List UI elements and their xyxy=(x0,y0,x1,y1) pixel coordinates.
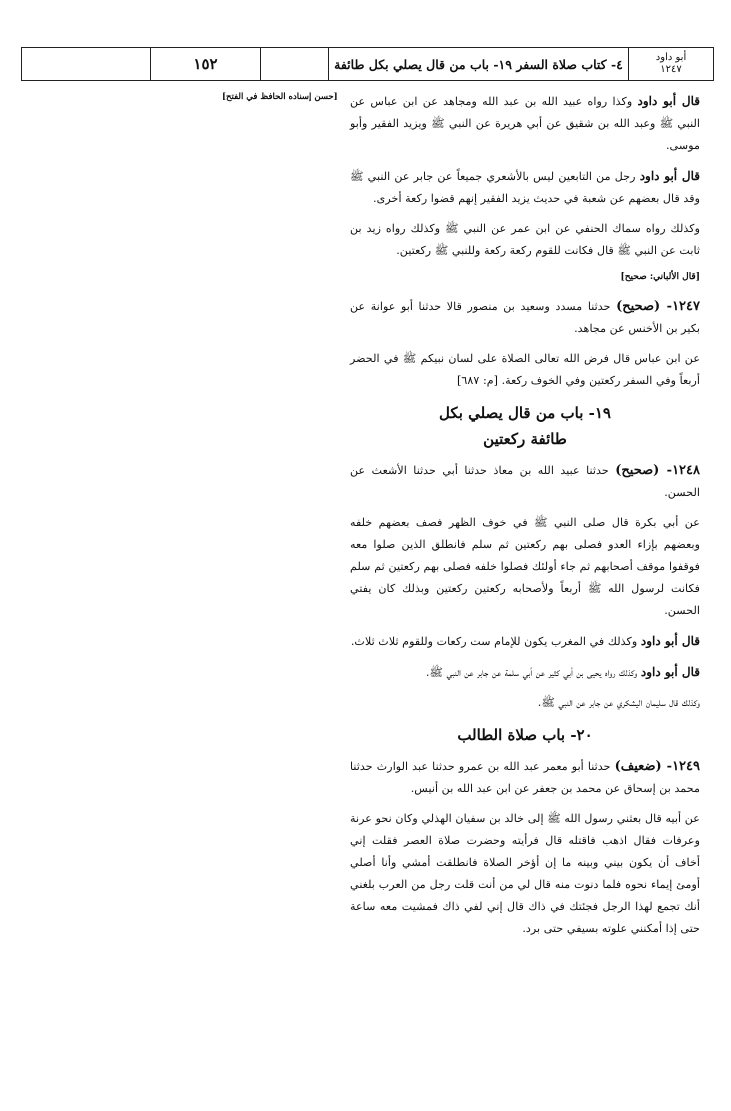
paragraph-text: وكذلك رواه سماك الحنفي عن ابن عمر عن النبي ﷺ وكذلك رواه زيد بن ثابت عن النبي ﷺ قال فكانت للقوم ركعة ركعة وللنبي ﷺ ركعتين. xyxy=(350,222,700,257)
chapter-19-heading xyxy=(350,400,700,452)
chapter-heading-line: ١٩- باب من قال يصلي بكل xyxy=(439,404,611,422)
paragraph-lead: قال أبو داود xyxy=(640,665,700,679)
paragraph-text: رجل من التابعين ليس بالأشعري جميعاً عن جابر عن النبي ﷺ وقد قال بعضهم عن شعبة في حديث يزيد الفقير إنهم قضوا ركعة أخرى. xyxy=(350,170,700,205)
page-header xyxy=(21,47,714,81)
paragraph xyxy=(350,90,700,157)
hadith-1249-isnad: ١٢٤٩- (ضعيف) حدثنا أبو معمر عبد الله بن عمرو حدثنا عبد الوارث حدثنا محمد بن إسحاق عن محمد بن جعفر عن ابن عبد الله بن أنيس. xyxy=(350,759,701,795)
hadith-1248-isnad: ١٢٤٨- (صحيح) حدثنا عبيد الله بن معاذ حدثنا أبي حدثنا الأشعث عن الحسن. xyxy=(350,463,701,499)
paragraph xyxy=(350,218,700,262)
paragraph-text: وكذلك رواه يحيى بن أبي كثير عن أبي سلمة عن جابر عن النبي ﷺ. xyxy=(425,666,638,679)
hadith-grade: (صحيح) xyxy=(616,299,661,314)
hadith-1247-isnad: ١٢٤٧- (صحيح) حدثنا مسدد وسعيد بن منصور قالا حدثنا أبو عوانة عن بكير بن الأخنس عن مجاهد. xyxy=(350,299,701,335)
header-book-name: أبو داود xyxy=(655,52,687,63)
paragraph-text: وكذلك في المغرب يكون للإمام ست ركعات وللقوم ثلاث ثلاث. xyxy=(350,635,638,648)
hadith-isnad: حدثنا أبو معمر عبد الله بن عمرو حدثنا عبد الوارث حدثنا محمد بن إسحاق عن محمد بن جعفر عن ابن عبد الله بن أنيس. xyxy=(350,760,700,795)
paragraph xyxy=(350,630,700,653)
header-hadith-ref: ١٢٤٧ xyxy=(660,64,682,75)
hadith-number: ١٢٤٨ xyxy=(672,463,701,478)
hadith-number: ١٢٤٩ xyxy=(672,759,701,774)
paragraph-lead: قال أبو داود xyxy=(640,634,700,648)
hadith-number: ١٢٤٧ xyxy=(672,299,701,314)
header-book-cell xyxy=(628,48,713,80)
hadith-1249-matn: عن أبيه قال بعثني رسول الله ﷺ إلى خالد بن سفيان الهذلي وكان نحو عرنة وعرفات فقال اذهب فاقتله قال فرأيته وحضرت صلاة العصر فقلت إني أخاف أن يكون بيني وبينه ما إن أؤخر الصلاة فانطلقت أمشي وأنا أصلي أومئ إيماء نحوه فلما دنوت منه قال لي من أنت قلت رجل من العرب بلغني أنك تجمع لهذا الرجل فجئتك في ذاك قال إني لفي ذاك فمشيت معه ساعة حتى إذا أمكنني علوته بسيفي حتى برد. xyxy=(350,812,700,935)
hadith-1247-matn: عن ابن عباس قال فرض الله تعالى الصلاة على لسان نبيكم ﷺ في الحضر أربعاً وفي السفر ركعتين وفي الخوف ركعة. [م: ٦٨٧] xyxy=(350,352,700,387)
paragraph xyxy=(350,661,700,684)
side-note: [حسن إسناده الحافظ في الفتح] xyxy=(222,92,338,102)
hadith-isnad: حدثنا مسدد وسعيد بن منصور قالا حدثنا أبو عوانة عن بكير بن الأخنس عن مجاهد. xyxy=(350,300,700,335)
paragraph xyxy=(350,165,700,210)
paragraph-lead: قال أبو داود xyxy=(637,94,701,108)
paragraph-lead: قال أبو داود xyxy=(639,169,700,183)
header-title: ٤- كتاب صلاة السفر ١٩- باب من قال يصلي بكل طائفة xyxy=(328,48,628,80)
hadith-grade: (صحيح) xyxy=(615,463,660,478)
main-text-column xyxy=(350,90,700,948)
grading-note: [قال الألباني: صحيح] xyxy=(620,272,700,282)
header-page-number: ١٥٢ xyxy=(150,48,260,80)
hadith-grade: (ضعيف) xyxy=(614,759,662,774)
header-empty-cell xyxy=(260,48,328,80)
header-empty-cell xyxy=(22,48,150,80)
chapter-heading-line: طائفة ركعتين xyxy=(483,430,567,448)
chapter-20-heading: ٢٠- باب صلاة الطالب xyxy=(457,726,593,744)
hadith-isnad: حدثنا عبيد الله بن معاذ حدثنا أبي حدثنا الأشعث عن الحسن. xyxy=(350,464,700,499)
paragraph-text: وكذا رواه عبيد الله بن عبد الله ومجاهد عن ابن عباس عن النبي ﷺ وعبد الله بن شقيق عن أبي هريرة عن النبي ﷺ ويزيد الفقير وأبو موسى. xyxy=(350,95,700,152)
paragraph: وكذلك قال سليمان اليشكري عن جابر عن النبي ﷺ. xyxy=(537,696,700,709)
hadith-1248-matn: عن أبي بكرة قال صلى النبي ﷺ في خوف الظهر فصف بعضهم خلفه وبعضهم بإزاء العدو فصلى بهم ركعتين ثم سلم فانطلق الذين صلوا معه فوقفوا موقف أصحابهم ثم جاء أولئك فصلوا خلفه فصلى بهم ركعتين ثم سلم فكانت لرسول الله ﷺ أربعاً ولأصحابه ركعتين ركعتين وبذلك كان يفتي الحسن. xyxy=(350,516,700,617)
